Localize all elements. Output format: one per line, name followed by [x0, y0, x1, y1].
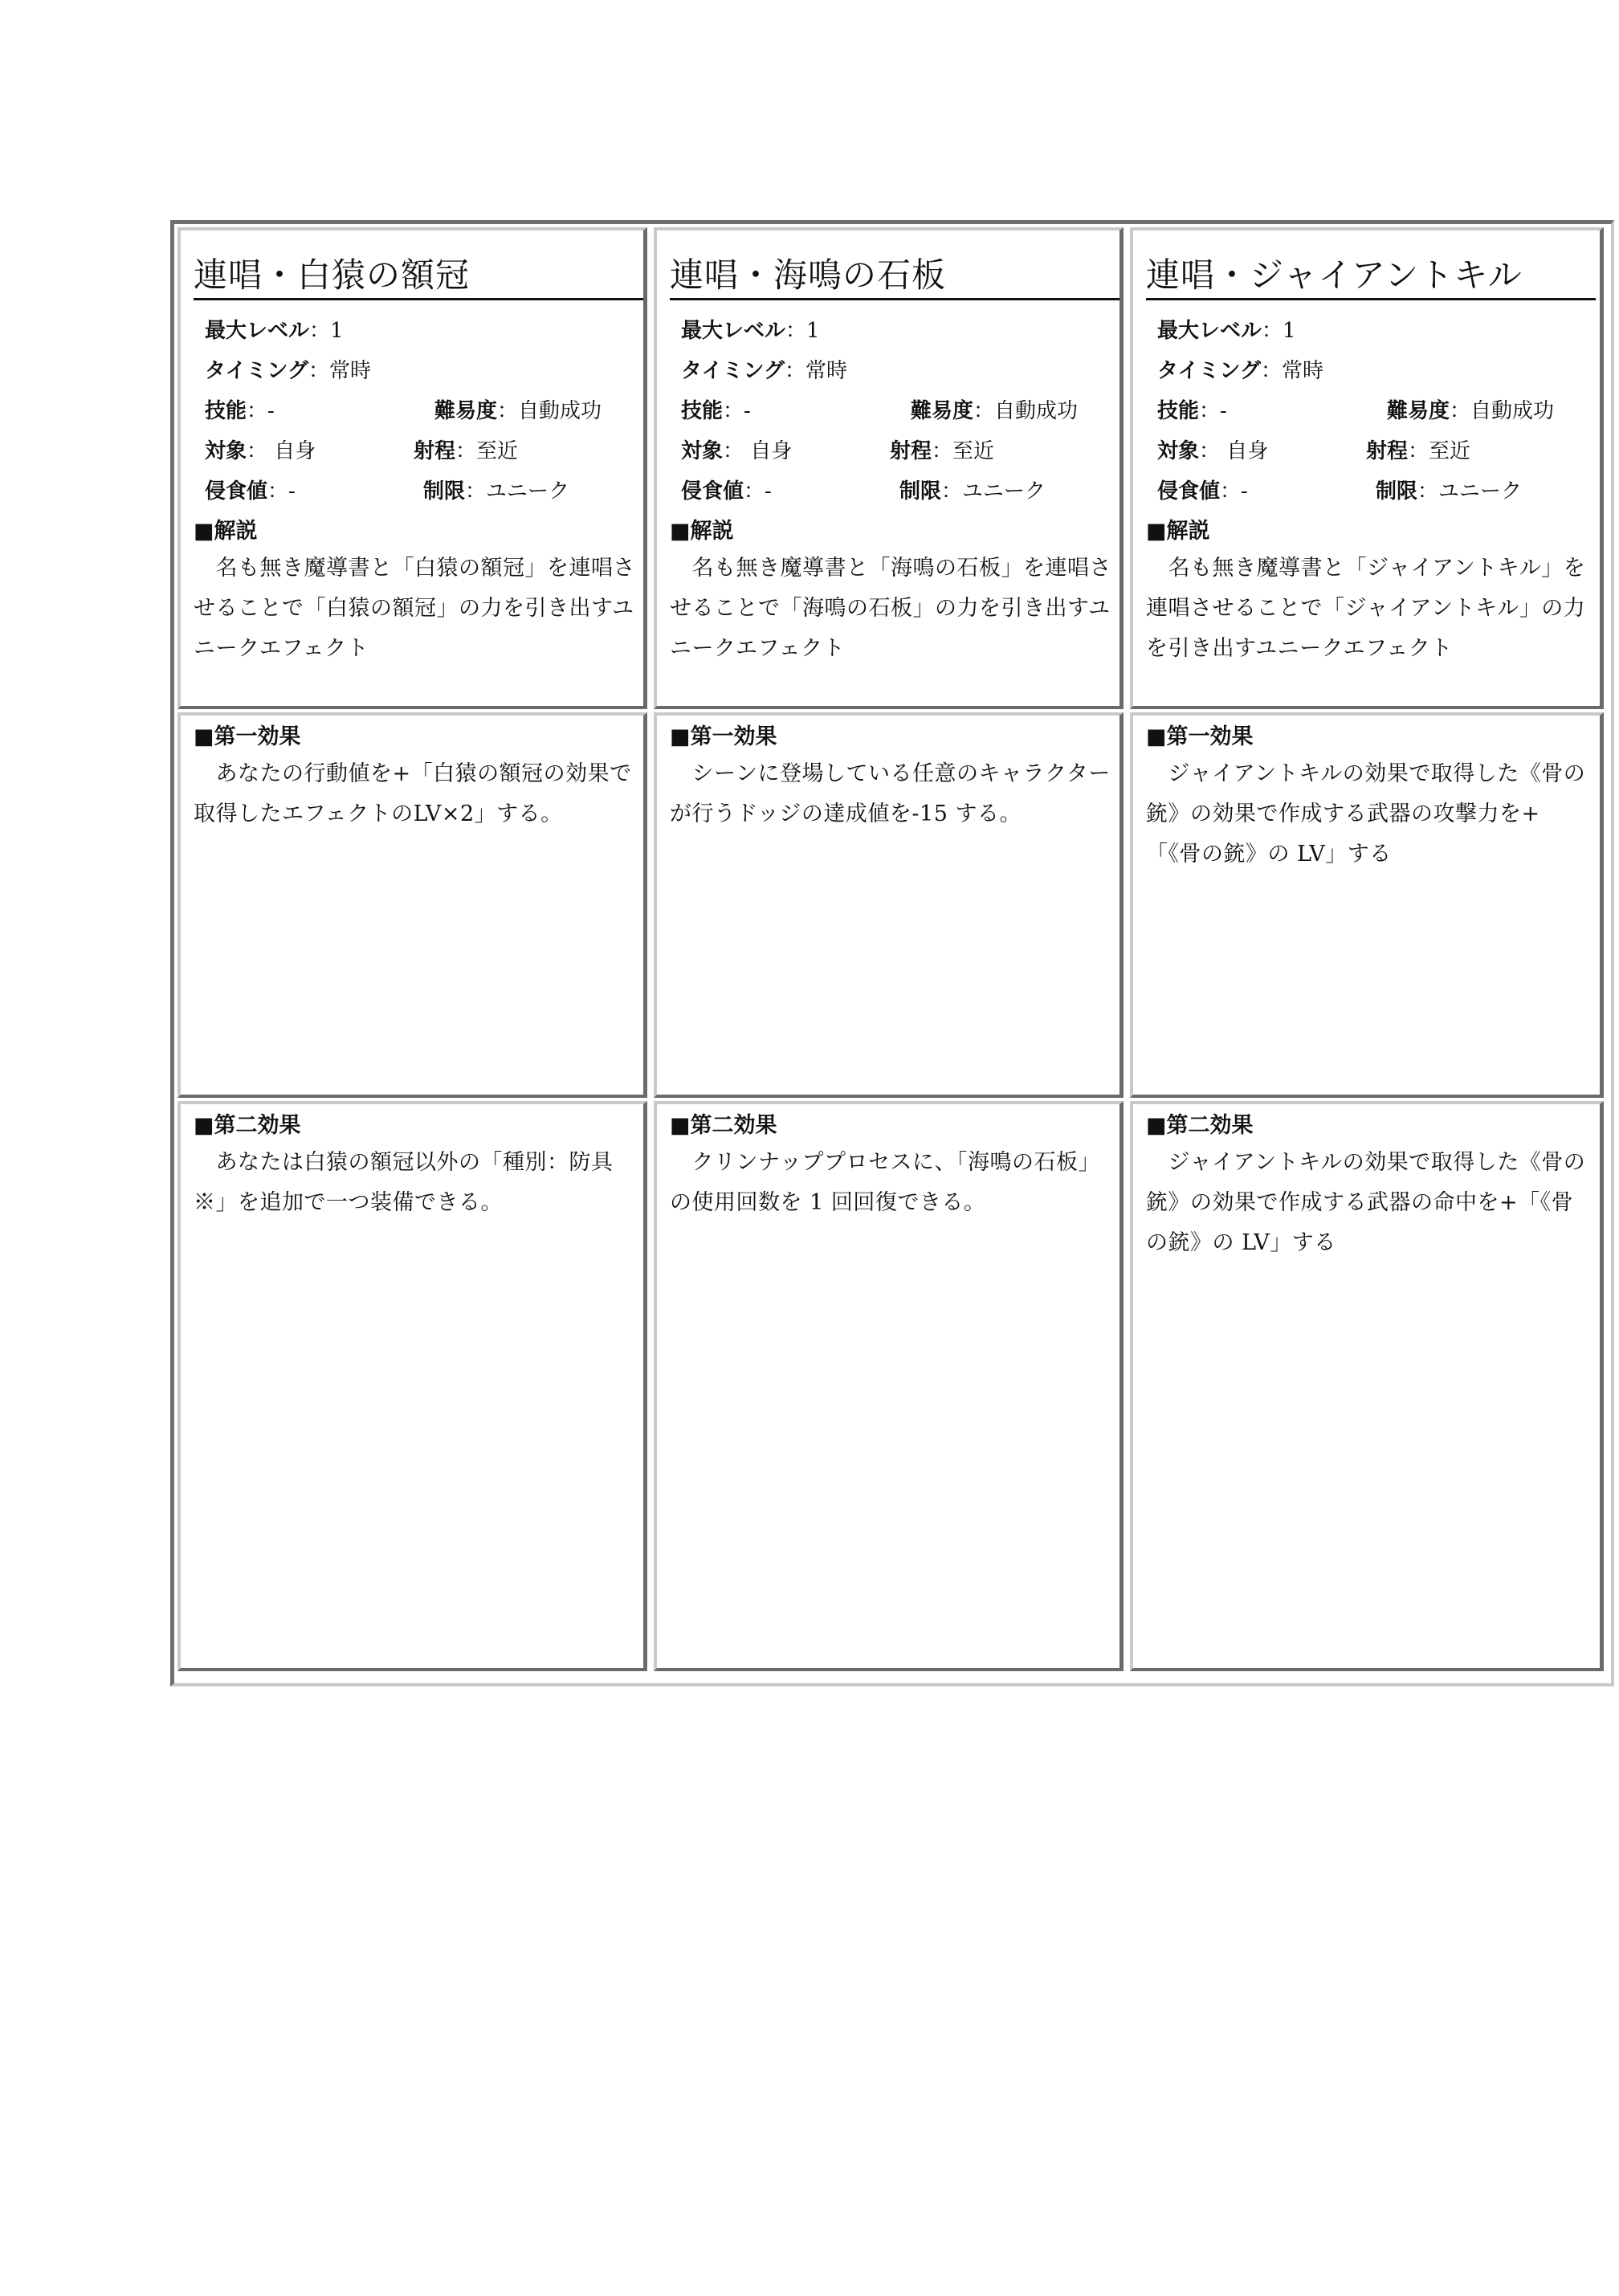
effect-card-table — [170, 220, 1614, 1686]
second-effect-heading: ■第二効果 — [1146, 1113, 1254, 1138]
difficulty: 難易度：自動成功 — [911, 399, 1079, 423]
first-effect-cell — [654, 712, 1124, 1098]
explanation-heading: ■解説 — [194, 519, 258, 544]
second-effect-text: クリンナッププロセスに、「海鳴の石板」の使用回数を 1 回回復できる。 — [670, 1150, 1100, 1215]
first-effect-text: ジャイアントキルの効果で取得した《骨の銃》の効果で作成する武器の攻撃力を+「《骨の銃》の LV」する — [1146, 761, 1586, 867]
difficulty: 難易度：自動成功 — [434, 399, 602, 423]
first-effect-heading: ■第一効果 — [1146, 724, 1254, 749]
card-title: 連唱・海鳴の石板 — [670, 253, 1119, 300]
second-effect-heading: ■第二効果 — [194, 1113, 301, 1138]
skill: 技能：- — [681, 399, 751, 423]
difficulty: 難易度：自動成功 — [1387, 399, 1555, 423]
limit: 制限：ユニーク — [423, 479, 570, 504]
second-effect-heading: ■第二効果 — [670, 1113, 777, 1138]
range: 射程：至近 — [414, 439, 519, 463]
max-level: 最大レベル：1 — [681, 319, 820, 343]
second-effect-text: ジャイアントキルの効果で取得した《骨の銃》の効果で作成する武器の命中を+「《骨の銃》の LV」する — [1146, 1150, 1586, 1255]
second-effect-cell — [177, 1101, 647, 1671]
target: 対象： 自身 — [1157, 439, 1269, 463]
card-title: 連唱・ジャイアントキル — [1146, 253, 1596, 300]
skill: 技能：- — [1157, 399, 1227, 423]
first-effect-text: シーンに登場している任意のキャラクターが行うドッジの達成値を-15 する。 — [670, 761, 1111, 826]
limit: 制限：ユニーク — [899, 479, 1046, 504]
first-effect-cell — [1130, 712, 1604, 1098]
max-level: 最大レベル：1 — [205, 319, 344, 343]
first-effect-cell — [177, 712, 647, 1098]
card-header-cell — [177, 227, 647, 709]
explanation-text: 名も無き魔導書と「白猿の額冠」を連唱させることで「白猿の額冠」の力を引き出すユニークエフェクト — [194, 556, 635, 661]
card-header-cell — [654, 227, 1124, 709]
explanation-text: 名も無き魔導書と「ジャイアントキル」を連唱させることで「ジャイアントキル」の力を引き出すユニークエフェクト — [1146, 556, 1586, 661]
second-effect-cell — [654, 1101, 1124, 1671]
explanation-text: 名も無き魔導書と「海鳴の石板」を連唱させることで「海鳴の石板」の力を引き出すユニークエフェクト — [670, 556, 1111, 661]
first-effect-heading: ■第一効果 — [670, 724, 777, 749]
first-effect-heading: ■第一効果 — [194, 724, 301, 749]
second-effect-cell — [1130, 1101, 1604, 1671]
card-header-cell — [1130, 227, 1604, 709]
target: 対象： 自身 — [205, 439, 316, 463]
second-effect-text: あなたは白猿の額冠以外の「種別：防具※」を追加で一つ装備できる。 — [194, 1150, 614, 1215]
timing: タイミング：常時 — [681, 359, 847, 383]
target: 対象： 自身 — [681, 439, 793, 463]
limit: 制限：ユニーク — [1376, 479, 1523, 504]
range: 射程：至近 — [1366, 439, 1471, 463]
range: 射程：至近 — [890, 439, 995, 463]
erosion-value: 侵食値：- — [205, 479, 296, 504]
erosion-value: 侵食値：- — [681, 479, 772, 504]
explanation-heading: ■解説 — [1146, 519, 1210, 544]
timing: タイミング：常時 — [1157, 359, 1323, 383]
max-level: 最大レベル：1 — [1157, 319, 1296, 343]
erosion-value: 侵食値：- — [1157, 479, 1248, 504]
timing: タイミング：常時 — [205, 359, 371, 383]
first-effect-text: あなたの行動値を+「白猿の額冠の効果で取得したエフェクトのLV×2」する。 — [194, 761, 632, 826]
card-title: 連唱・白猿の額冠 — [194, 253, 643, 300]
explanation-heading: ■解説 — [670, 519, 734, 544]
skill: 技能：- — [205, 399, 275, 423]
